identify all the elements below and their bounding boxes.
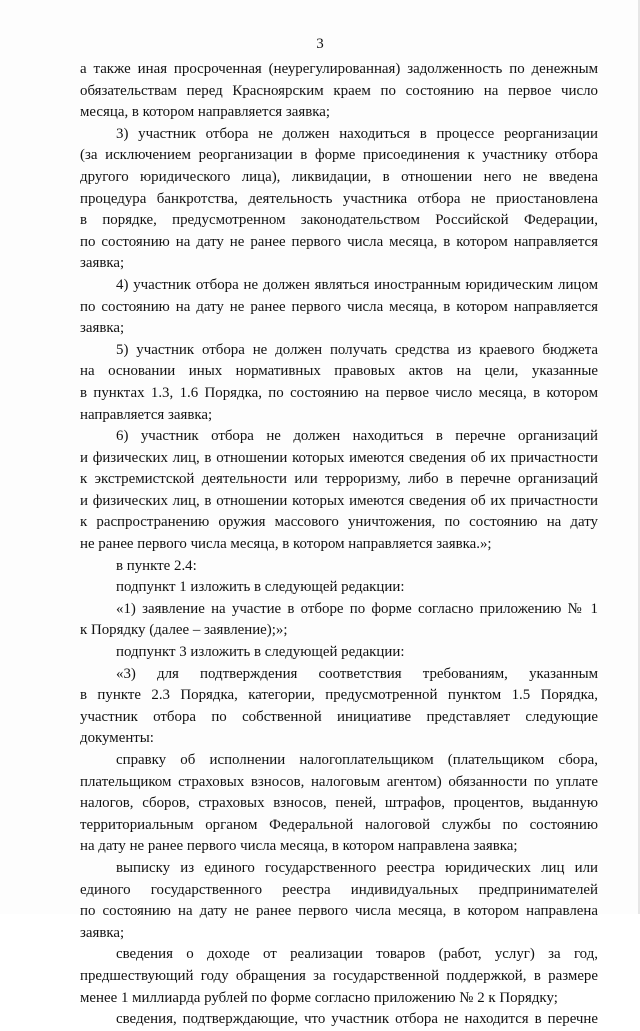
text-line: сведения, подтверждающие, что участник отбора не находится в перечне (116, 1011, 598, 1028)
text-line: 6) участник отбора не должен находиться в перечне организаций (116, 428, 598, 445)
text-line: на дату не ранее первого числа месяца, в котором направлена заявка; (80, 838, 518, 855)
text-line: направляется заявка; (80, 406, 213, 423)
text-line: справку об исполнении налогоплательщиком (плательщиком сбора, (116, 752, 598, 768)
text-line: плательщиком страховых взносов, налоговым агентом) обязанности по уплате (80, 773, 598, 790)
text-line: на основании иных нормативных правовых актов на цели, указанные (80, 363, 598, 380)
text-line: и физических лиц, в отношении которых имеются сведения об их причастности (80, 449, 598, 466)
text-line: менее 1 миллиарда рублей по форме согласно приложению № 2 к Порядку; (80, 989, 558, 1006)
text-line: 5) участник отбора не должен получать средства из краевого бюджета (116, 341, 598, 358)
text-line: документы: (80, 730, 154, 747)
text-line: к распространению оружия массового уничтожения, по состоянию на дату (80, 514, 598, 531)
text-line: «3) для подтверждения соответствия требованиям, указанным (116, 665, 598, 682)
text-line: обязательствам перед Красноярским краем по состоянию на первое число (80, 82, 598, 99)
text-line: сведения о доходе от реализации товаров (работ, услуг) за год, (116, 946, 598, 963)
text-line: предшествующий году обращения за государственной поддержкой, в размере (80, 967, 598, 984)
text-line: к Порядку (далее – заявление);»; (80, 622, 288, 639)
text-line: другого юридического лица), ликвидации, в отношении него не введена (80, 168, 598, 185)
text-line: по состоянию на дату не ранее первого числа месяца, в котором направляется (80, 233, 598, 250)
text-line: 3) участник отбора не должен находиться в процессе реорганизации (116, 125, 598, 142)
text-line: к экстремистской деятельности или терроризму, либо в перечне организаций (80, 471, 598, 488)
text-line: а также иная просроченная (неурегулированная) задолженность по денежным (80, 61, 598, 77)
text-line: участник отбора по собственной инициативе представляет следующие (80, 708, 598, 725)
text-line: и физических лиц, в отношении которых имеются сведения об их причастности (80, 492, 598, 509)
text-line: подпункт 1 изложить в следующей редакции: (116, 579, 405, 596)
text-line: не ранее первого числа месяца, в котором направляется заявка.»; (80, 536, 492, 553)
text-line: в порядке, предусмотренном законодательством Российской Федерации, (80, 212, 598, 229)
text-line: (за исключением реорганизации в форме присоединения к участнику отбора (80, 147, 598, 164)
text-line: выписку из единого государственного реестра юридических лиц или (116, 859, 598, 876)
text-line: заявка; (80, 320, 125, 337)
text-line: в пункте 2.4: (116, 557, 197, 574)
text-line: заявка; (80, 255, 125, 272)
text-line: по состоянию на дату не ранее первого числа месяца, в котором направляется (80, 298, 598, 315)
text-line: процедура банкротства, деятельность участника отбора не приостановлена (80, 190, 598, 207)
document-body (80, 59, 598, 1031)
text-line: территориальным органом Федеральной налоговой службы по состоянию (80, 816, 598, 833)
text-line: заявка; (80, 924, 125, 941)
text-line: «1) заявление на участие в отборе по форме согласно приложению № 1 (116, 600, 598, 617)
text-line: налогов, сборов, страховых взносов, пеней, штрафов, процентов, выданную (80, 795, 598, 812)
text-line: в пунктах 1.3, 1.6 Порядка, по состоянию на первое число месяца, в котором (80, 384, 598, 401)
text-line: подпункт 3 изложить в следующей редакции: (116, 644, 405, 661)
text-line: месяца, в котором направляется заявка; (80, 104, 330, 121)
text-line: единого государственного реестра индивидуальных предпринимателей (80, 881, 598, 898)
text-line: 4) участник отбора не должен являться иностранным юридическим лицом (116, 276, 598, 293)
text-line: в пункте 2.3 Порядка, категории, предусмотренной пунктом 1.5 Порядка, (80, 687, 598, 704)
page-number: 3 (316, 36, 324, 52)
text-line: по состоянию на дату не ранее первого числа месяца, в котором направлена (80, 903, 598, 920)
